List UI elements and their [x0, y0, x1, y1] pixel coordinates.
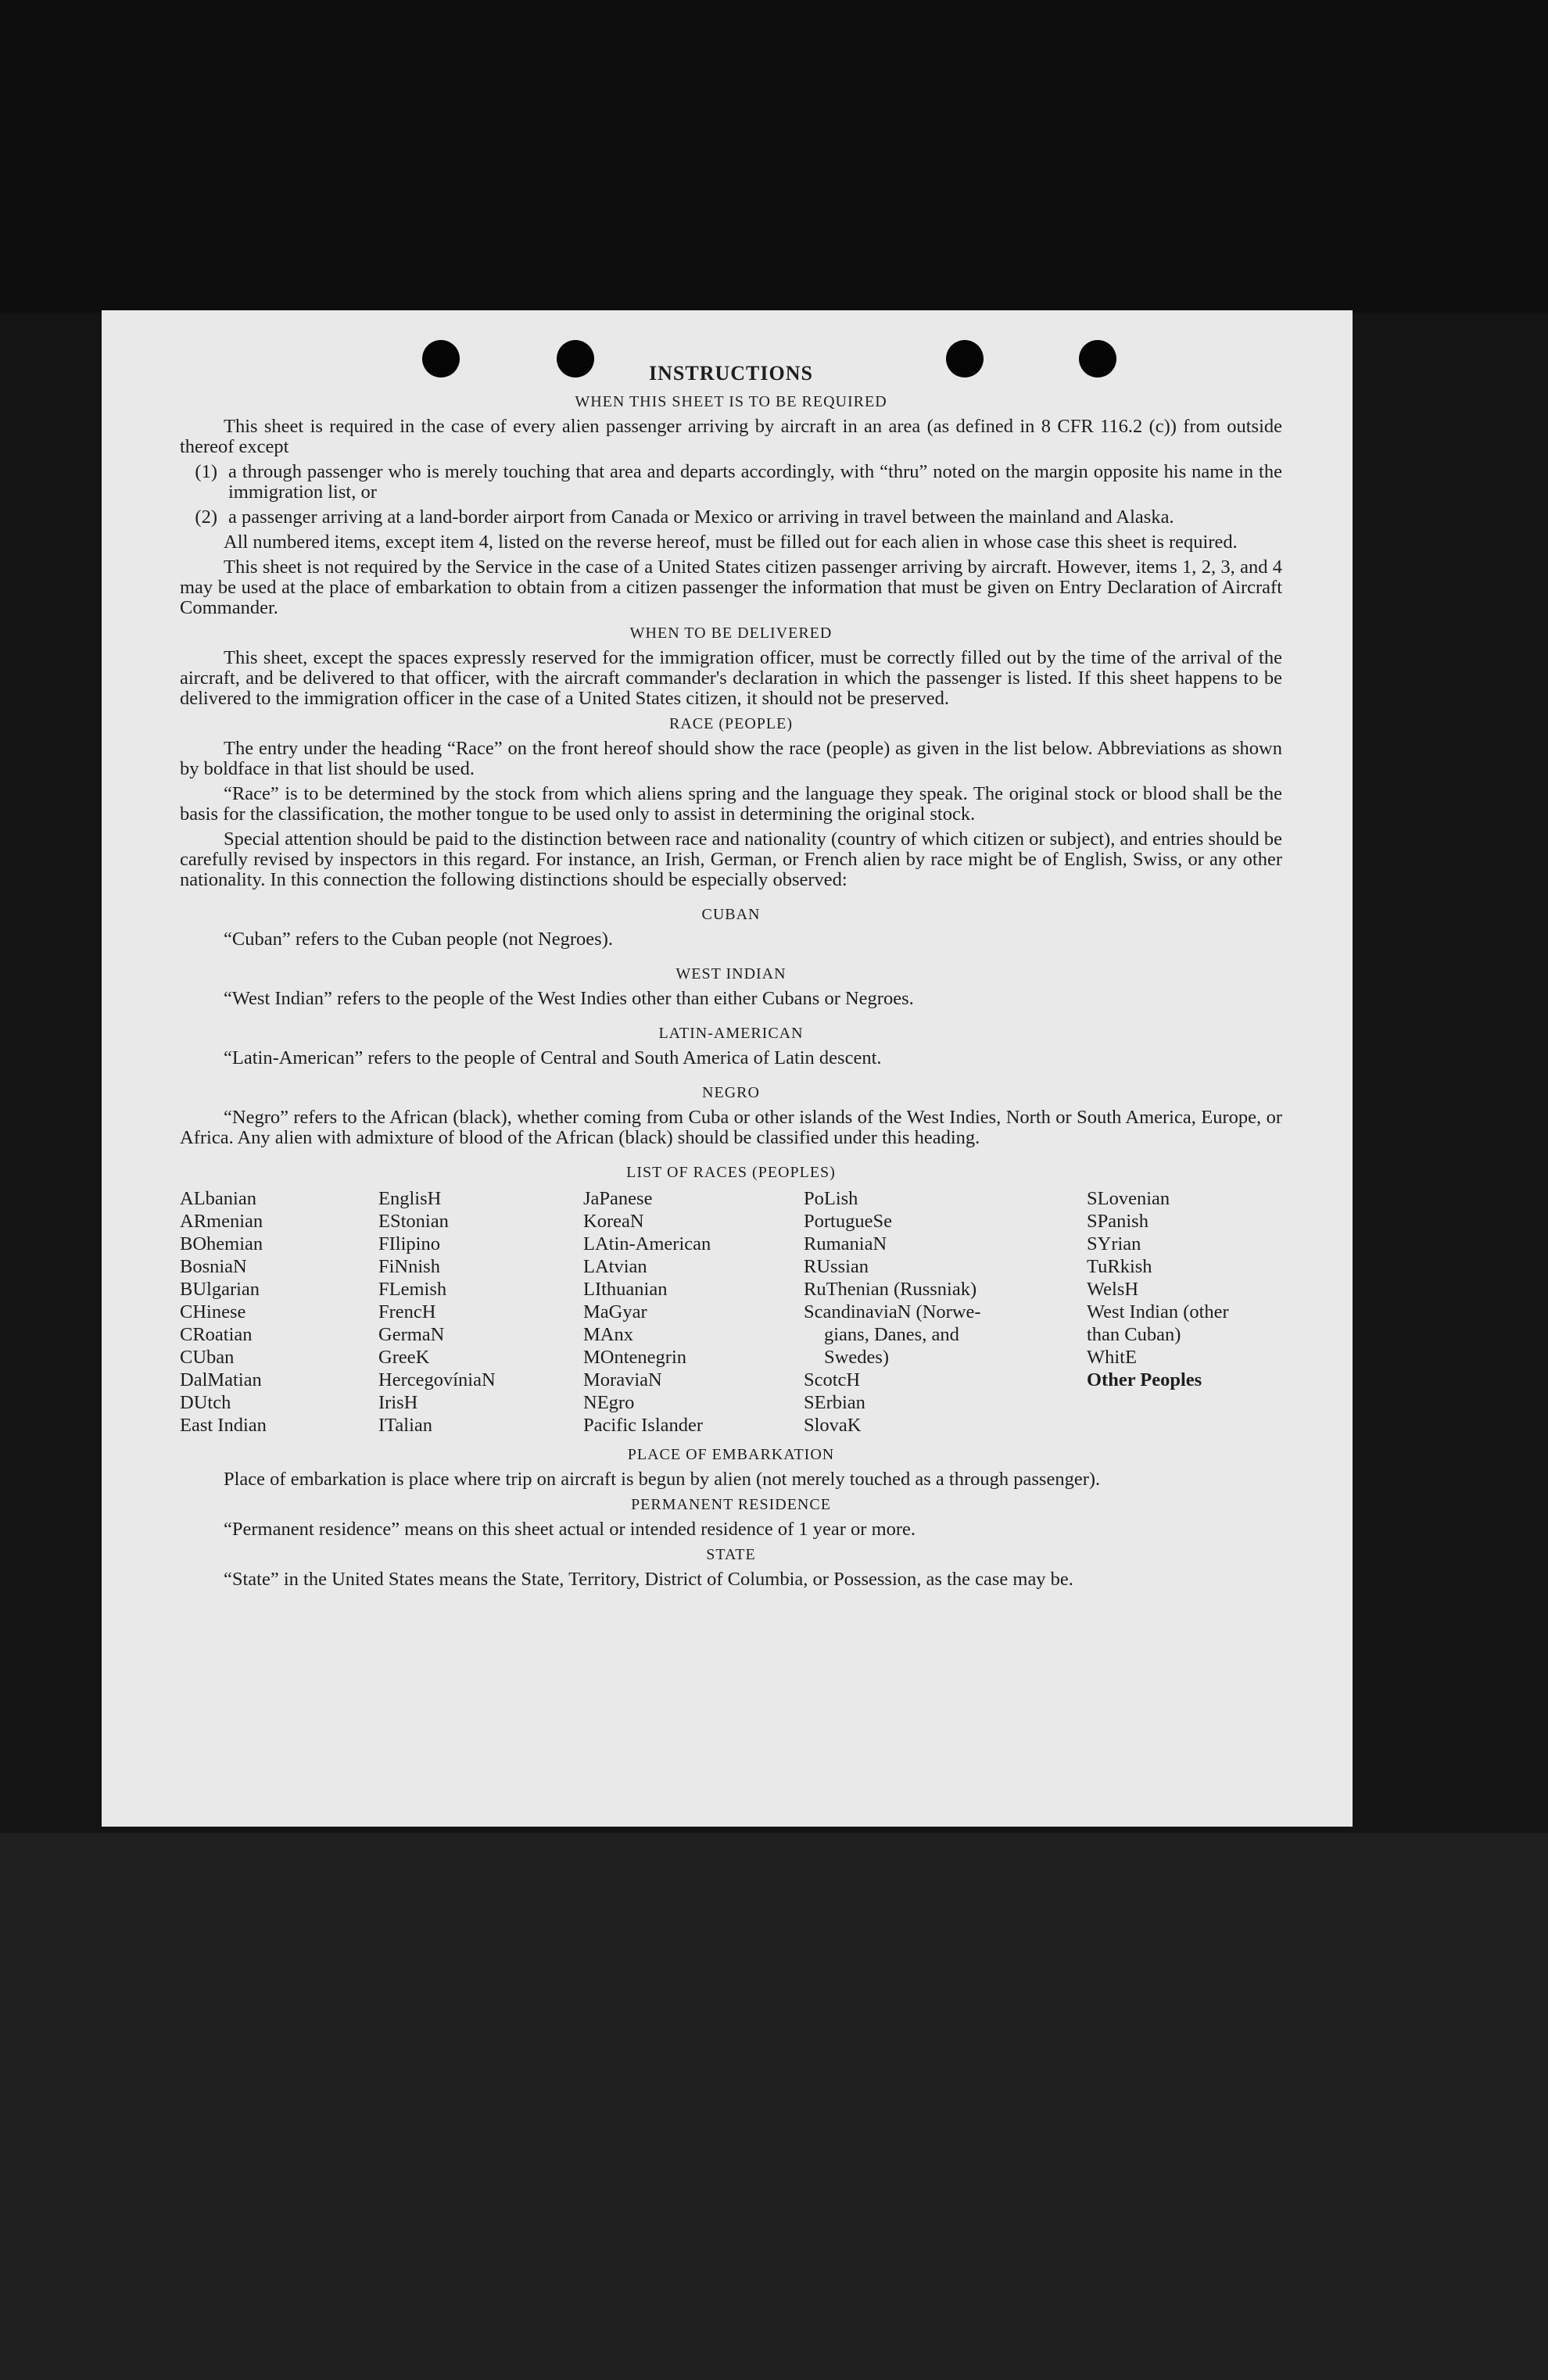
instructions-content — [180, 360, 1282, 1594]
heading-permanent-residence: PERMANENT RESIDENCE — [631, 1496, 831, 1513]
race-item: EnglisH — [378, 1188, 442, 1209]
numbered-item — [180, 507, 1282, 528]
paragraph: “Latin-American” refers to the people of Central and South America of Latin descent. — [224, 1047, 882, 1068]
item-number: (2) — [195, 506, 217, 528]
race-item: BUlgarian — [180, 1279, 260, 1300]
race-item: than Cuban) — [1087, 1324, 1181, 1345]
race-item: BOhemian — [180, 1233, 263, 1254]
heading-state: STATE — [706, 1546, 756, 1563]
heading-west-indian: WEST INDIAN — [675, 965, 787, 982]
race-item: MAnx — [583, 1324, 633, 1345]
race-item: JaPanese — [583, 1188, 653, 1209]
race-item: CUban — [180, 1347, 235, 1368]
race-item: FIlipino — [378, 1233, 440, 1254]
paragraph: This sheet, except the spaces expressly reserved for the immigration officer, must be correctly filled out by the time of the arrival of the aircraft, and be delivered to that officer, with the aircraft commander's declaration in which the passenger is listed. If this sheet happens to be delivered to the immigration officer in the case of a United States citizen, it should not be preserved. — [180, 647, 1282, 709]
race-item: WhitE — [1087, 1347, 1137, 1368]
race-item: CRoatian — [180, 1324, 253, 1345]
race-item: NEgro — [583, 1392, 635, 1413]
paragraph: This sheet is not required by the Service in the case of a United States citizen passenger arriving by aircraft. However, items 1, 2, 3, and 4 may be used at the place of embarkation to obtain from a citizen passenger the information that must be given on Entry Declaration of Aircraft Commander. — [180, 557, 1282, 618]
race-item: FrencH — [378, 1301, 436, 1322]
race-column — [1087, 1187, 1282, 1437]
heading-negro: NEGRO — [702, 1084, 760, 1101]
paragraph: “Cuban” refers to the Cuban people (not Negroes). — [224, 929, 613, 950]
race-column — [378, 1187, 583, 1437]
race-item: ALbanian — [180, 1188, 256, 1209]
race-item: PoLish — [804, 1188, 858, 1209]
race-item: ITalian — [378, 1415, 433, 1436]
paragraph: “Race” is to be determined by the stock from which aliens spring and the language they speak. The original stock or blood shall be the basis for the classification, the mother tongue to be used only to assist in determining the original stock. — [180, 783, 1282, 825]
paragraph: “Permanent residence” means on this sheet actual or intended residence of 1 year or more. — [224, 1519, 916, 1540]
race-item: RumaniaN — [804, 1233, 887, 1254]
paragraph: “State” in the United States means the State, Territory, District of Columbia, or Possession, as the case may be. — [224, 1569, 1073, 1590]
paragraph: Place of embarkation is place where trip on aircraft is begun by alien (not merely touched as a through passenger). — [224, 1469, 1101, 1490]
heading-place-of-embarkation: PLACE OF EMBARKATION — [627, 1446, 835, 1463]
race-item: TuRkish — [1087, 1256, 1152, 1277]
race-column — [583, 1187, 804, 1437]
race-item: Other Peoples — [1087, 1369, 1202, 1390]
race-item: LAtvian — [583, 1256, 647, 1277]
item-number: (1) — [195, 461, 217, 482]
race-item: BosniaN — [180, 1256, 247, 1277]
heading-when-required: WHEN THIS SHEET IS TO BE REQUIRED — [575, 393, 887, 410]
heading-list-of-races: LIST OF RACES (PEOPLES) — [626, 1164, 836, 1181]
race-item: GermaN — [378, 1324, 445, 1345]
item-text: a passenger arriving at a land-border airport from Canada or Mexico or arriving in travel between the mainland and Alaska. — [228, 506, 1174, 528]
race-item: SPanish — [1087, 1211, 1148, 1232]
race-item: gians, Danes, and — [824, 1324, 959, 1345]
race-item: FLemish — [378, 1279, 447, 1300]
item-text: a through passenger who is merely touching that area and departs accordingly, with “thru” noted on the margin opposite his name in the immigration list, or — [228, 461, 1282, 503]
page-title: INSTRUCTIONS — [649, 362, 813, 385]
race-item: Pacific Islander — [583, 1415, 704, 1436]
paragraph: All numbered items, except item 4, listed on the reverse hereof, must be filled out for each alien in whose case this sheet is required. — [224, 531, 1238, 553]
race-item: LIthuanian — [583, 1279, 668, 1300]
race-item: Swedes) — [824, 1347, 890, 1368]
paragraph: This sheet is required in the case of every alien passenger arriving by aircraft in an area (as defined in 8 CFR 116.2 (c)) from outside thereof except — [180, 416, 1282, 457]
race-item: ARmenian — [180, 1211, 263, 1232]
race-item: RUssian — [804, 1256, 869, 1277]
numbered-item — [180, 462, 1282, 503]
race-item: GreeK — [378, 1347, 430, 1368]
race-item: KoreaN — [583, 1211, 644, 1232]
race-item: ScotcH — [804, 1369, 861, 1390]
race-item: MOntenegrin — [583, 1347, 686, 1368]
heading-when-delivered: WHEN TO BE DELIVERED — [629, 625, 833, 642]
race-item: ScandinaviaN (Norwe- — [804, 1301, 981, 1322]
paragraph: The entry under the heading “Race” on the front hereof should show the race (people) as given in the list below. Abbreviations as shown by boldface in that list should be used. — [180, 738, 1282, 779]
race-item: SErbian — [804, 1392, 865, 1413]
paragraph: Special attention should be paid to the distinction between race and nationality (country of which citizen or subject), and entries should be carefully revised by inspectors in this regard. For instance, an Irish, German, or French alien by race might be of English, Swiss, or any other nationality. In this connection the following distinctions should be especially observed: — [180, 829, 1282, 890]
heading-latin-american: LATIN-AMERICAN — [658, 1025, 804, 1042]
race-item: DUtch — [180, 1392, 231, 1413]
scan-background-bottom — [0, 1833, 1548, 2380]
paragraph: “West Indian” refers to the people of the West Indies other than either Cubans or Negroes. — [224, 988, 914, 1009]
race-item: MoraviaN — [583, 1369, 662, 1390]
race-item: IrisH — [378, 1392, 418, 1413]
race-item: DalMatian — [180, 1369, 262, 1390]
race-item: PortugueSe — [804, 1211, 892, 1232]
race-item: FiNnish — [378, 1256, 440, 1277]
race-item: SLovenian — [1087, 1188, 1170, 1209]
race-item: East Indian — [180, 1415, 267, 1436]
race-item: RuThenian (Russniak) — [804, 1279, 977, 1300]
race-item: EStonian — [378, 1211, 449, 1232]
scan-background-top — [0, 0, 1548, 313]
race-item: SlovaK — [804, 1415, 862, 1436]
race-item: MaGyar — [583, 1301, 647, 1322]
paragraph: “Negro” refers to the African (black), whether coming from Cuba or other islands of the West Indies, North or South America, Europe, or Africa. Any alien with admixture of blood of the African (black) should be classified under this heading. — [180, 1107, 1282, 1148]
race-item: HercegovíniaN — [378, 1369, 496, 1390]
race-item: SYrian — [1087, 1233, 1141, 1254]
race-column — [804, 1187, 1087, 1437]
race-item: WelsH — [1087, 1279, 1139, 1300]
race-item: West Indian (other — [1087, 1301, 1229, 1322]
race-column — [180, 1187, 378, 1437]
instruction-sheet — [102, 310, 1353, 1827]
race-list — [180, 1187, 1282, 1437]
heading-cuban: CUBAN — [701, 906, 761, 923]
race-item: LAtin-American — [583, 1233, 711, 1254]
heading-race: RACE (PEOPLE) — [669, 715, 793, 732]
race-item: CHinese — [180, 1301, 246, 1322]
